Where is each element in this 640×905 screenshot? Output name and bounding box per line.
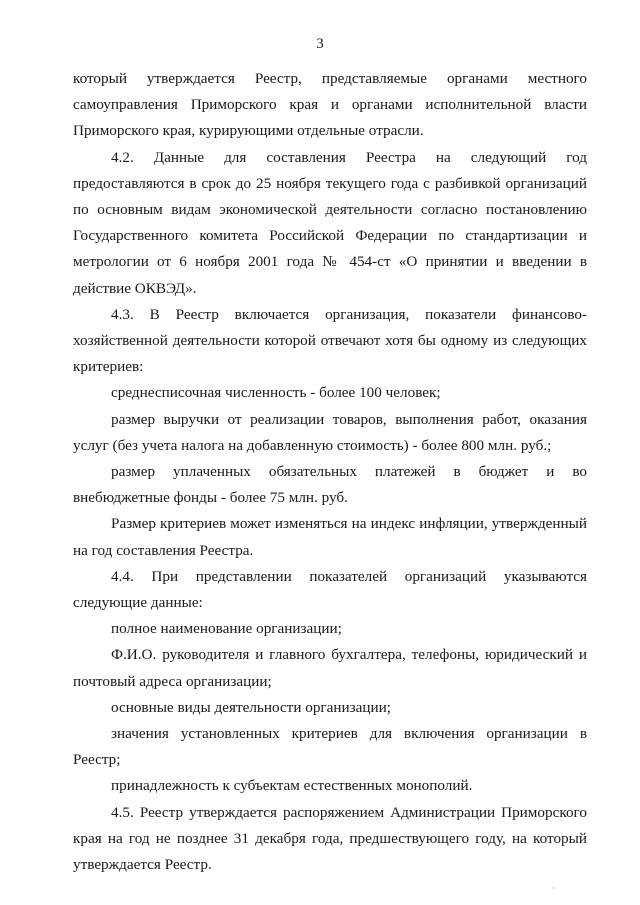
criterion-revenue: размер выручки от реализации товаров, выполнения работ, оказания услуг (без учета налога на добавленную стоимость) - более 800 млн. руб.; [73,410,587,454]
item-monopolies: принадлежность к субъектам естественных монополий. [111,777,473,795]
paragraph-4-3: 4.3. В Реестр включается организация, показатели финансово-хозяйственной деятельности которой отвечают хотя бы одному из следующих критериев: [73,305,587,376]
document-body [73,66,587,878]
criterion-headcount: среднесписочная численность - более 100 человек; [111,384,441,402]
criterion-payments: размер уплаченных обязательных платежей в бюджет и во внебюджетные фонды - более 75 млн. руб. [73,463,587,507]
paragraph-4-5: 4.5. Реестр утверждается распоряжением Администрации Приморского края на год не позднее 31 декабря года, предшествующего году, на который утверждается Реестр. [73,803,587,874]
item-activities: основные виды деятельности организации; [111,698,391,716]
paragraph-4-4: 4.4. При представлении показателей организаций указываются следующие данные: [73,567,587,612]
paragraph-inflation: Размер критериев может изменяться на индекс инфляции, утвержденный на год составления Реестра. [73,515,587,559]
item-contacts: Ф.И.О. руководителя и главного бухгалтера, телефоны, юридический и почтовый адреса организации; [73,646,587,690]
paragraph-4-2: 4.2. Данные для составления Реестра на следующий год предоставляются в срок до 25 ноября текущего года с разбивкой организаций по основным видам экономической деятельности согласно постановлению Государственного комитета Российской Федерации по стандартизации и метрологии от 6 ноября 2001 года № 454-ст «О принятии и введении в действие ОКВЭД». [73,148,587,297]
paragraph-continuation: который утверждается Реестр, представляемые органами местного самоуправления Приморского края и органами исполнительной власти Приморского края, курирующими отдельные отрасли. [73,70,587,140]
item-full-name: полное наименование организации; [111,620,342,638]
page-number: 3 [316,36,324,52]
scan-mark: · [552,884,555,893]
item-criteria-values: значения установленных критериев для включения организации в Реестр; [73,725,587,769]
